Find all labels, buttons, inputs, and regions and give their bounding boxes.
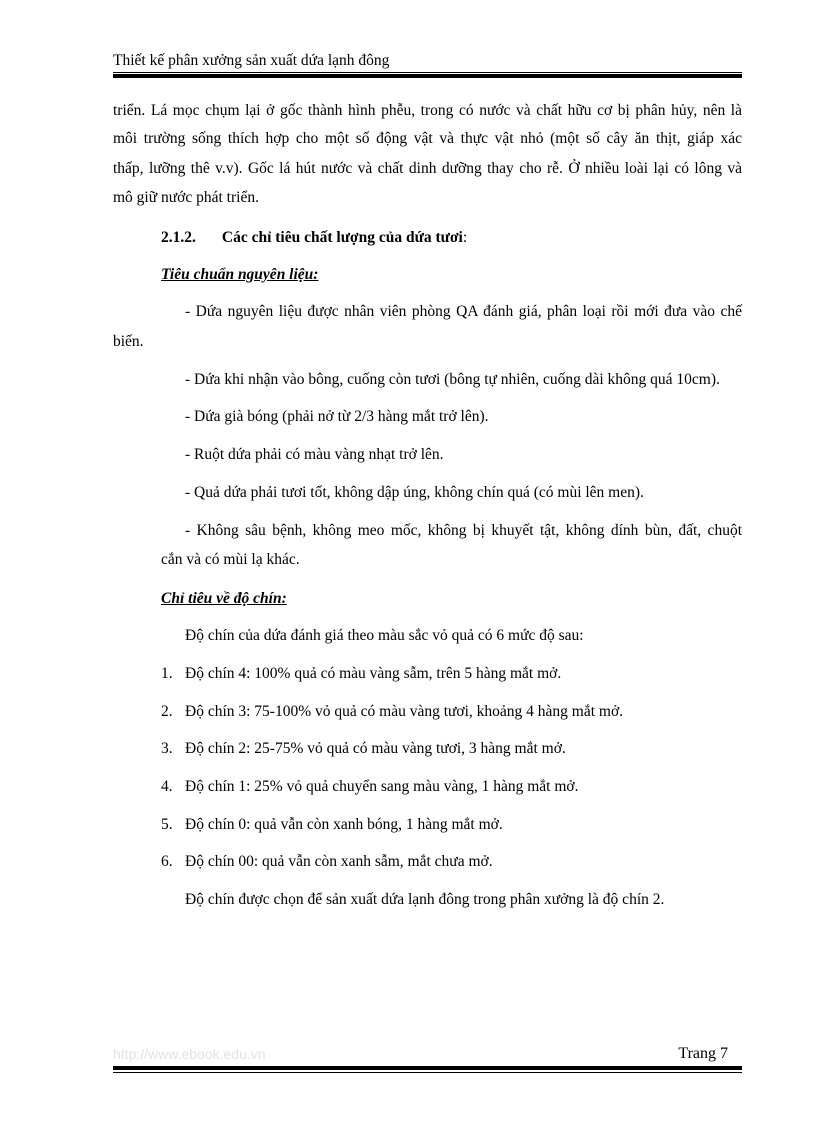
section-title: Các chỉ tiêu chất lượng của dứa tươi — [221, 229, 463, 246]
header-rule-thin — [113, 72, 742, 73]
list-item-number: 4. — [161, 778, 173, 795]
list-item-text: Độ chín 00: quả vẫn còn xanh sẫm, mắt chưa mở. — [185, 853, 493, 870]
criterion-item: - Dứa khi nhận vào bông, cuống còn tươi (bông tự nhiên, cuống dài không quá 10cm). — [185, 371, 720, 388]
intro-line: môi trường sống thích hợp cho một số động vật và thực vật nhỏ (một số cây ăn thịt, giáp xác — [113, 130, 742, 147]
intro-line: thấp, lưỡng thê v.v). Gốc lá hút nước và chất dinh dưỡng thay cho rễ. Ở nhiều loài lại có lông và — [113, 160, 742, 177]
criterion-item: - Ruột dứa phải có màu vàng nhạt trở lên. — [185, 446, 444, 463]
list-item-number: 2. — [161, 703, 173, 720]
footer-url: http://www.ebook.edu.vn — [113, 1046, 266, 1062]
subheading-ripeness-criteria: Chỉ tiêu về độ chín: — [161, 590, 287, 607]
page-number: Trang 7 — [678, 1045, 728, 1062]
section-colon: : — [462, 229, 468, 246]
list-item-number: 6. — [161, 853, 173, 870]
subheading-raw-material-standard: Tiêu chuẩn nguyên liệu: — [161, 266, 319, 283]
list-item-text: Độ chín 4: 100% quả có màu vàng sẫm, trên 5 hàng mắt mở. — [185, 665, 562, 682]
list-item — [161, 815, 503, 835]
ripeness-intro: Độ chín của dứa đánh giá theo màu sắc vỏ quả có 6 mức độ sau: — [185, 627, 584, 644]
header-rule-thick — [113, 74, 742, 78]
list-item-number: 1. — [161, 665, 173, 682]
list-item-text: Độ chín 1: 25% vỏ quả chuyển sang màu vàng, 1 hàng mắt mở. — [185, 778, 579, 795]
list-item-text: Độ chín 0: quả vẫn còn xanh bóng, 1 hàng mắt mở. — [185, 816, 503, 833]
list-item-text: Độ chín 3: 75-100% vỏ quả có màu vàng tươi, khoảng 4 hàng mắt mở. — [185, 703, 624, 720]
criterion-item: - Dứa già bóng (phải nở từ 2/3 hàng mắt trở lên). — [185, 408, 489, 425]
list-item — [161, 739, 566, 759]
criterion-item-continuation: biến. — [113, 333, 144, 350]
list-item — [161, 852, 493, 872]
section-number: 2.1.2. — [161, 229, 196, 246]
list-item-number: 5. — [161, 816, 173, 833]
conclusion-text: Độ chín được chọn để sản xuất dứa lạnh đông trong phân xưởng là độ chín 2. — [185, 891, 665, 908]
criterion-item: - Không sâu bệnh, không meo mốc, không bị khuyết tật, không dính bùn, đất, chuột — [185, 522, 742, 539]
list-item-text: Độ chín 2: 25-75% vỏ quả có màu vàng tươi, 3 hàng mắt mở. — [185, 740, 566, 757]
header-title: Thiết kế phân xưởng sản xuất dứa lạnh đông — [113, 52, 390, 69]
intro-line: mô giữ nước phát triển. — [113, 189, 259, 206]
criterion-item: - Quả dứa phải tươi tốt, không dập úng, không chín quá (có mùi lên men). — [185, 484, 644, 501]
section-heading — [161, 228, 467, 248]
list-item-number: 3. — [161, 740, 173, 757]
list-item — [161, 702, 623, 722]
footer-rule-thick — [113, 1066, 742, 1070]
criterion-item-continuation: cắn và có mùi lạ khác. — [161, 551, 300, 568]
footer-rule-thin — [113, 1072, 742, 1073]
list-item — [161, 777, 578, 797]
intro-line: triển. Lá mọc chụm lại ở gốc thành hình phễu, trong có nước và chất hữu cơ bị phân hủy, nên là — [113, 102, 742, 119]
list-item — [161, 664, 561, 684]
criterion-item: - Dứa nguyên liệu được nhân viên phòng QA đánh giá, phân loại rồi mới đưa vào chế — [185, 303, 742, 320]
